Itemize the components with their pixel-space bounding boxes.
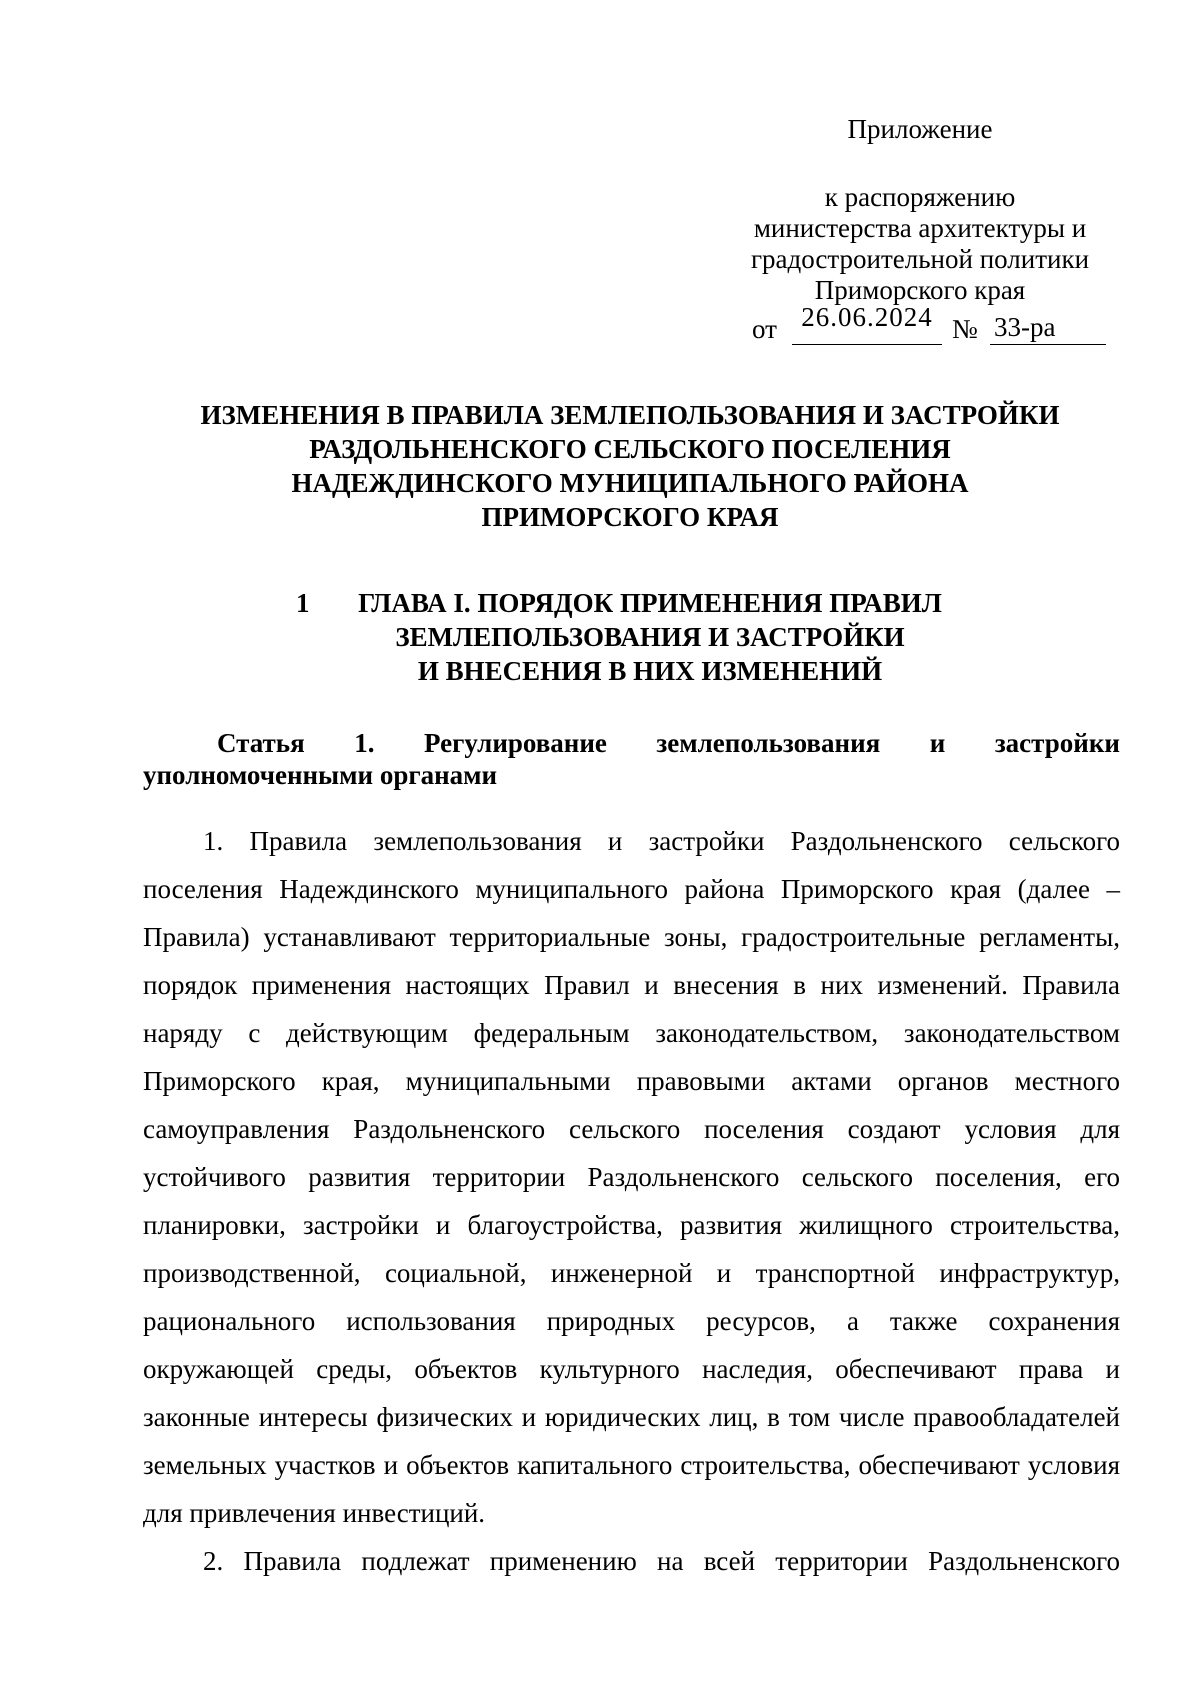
date-value: 26.06.2024 <box>801 302 933 332</box>
appendix-line: министерства архитектуры и <box>753 213 1087 243</box>
article-word: землепользования <box>656 728 881 758</box>
appendix-title: Приложение <box>847 114 993 144</box>
number-sign-label: № <box>952 314 978 344</box>
title-line: НАДЕЖДИНСКОГО МУНИЦИПАЛЬНОГО РАЙОНА <box>291 468 969 498</box>
paragraph: 1. Правила землепользования и застройки Раздольненского сельского поселения Надеждинского муниципального района Приморского края (далее – Правила) устанавливают территориальные зоны, градостроительные регламенты, порядок применения настоящих Правил и внесения в них изменений. Правила наряду с действующим федеральным законодательством, законодательством Приморского края, муниципальными правовыми актами органов местного самоуправления Раздольненского сельского поселения создают условия для устойчивого развития территории Раздольненского сельского поселения, его планировки, застройки и благоустройства, развития жилищного строительства, производственной, социальной, инженерной и транспортной инфраструктур, рационального использования природных ресурсов, а также сохранения окружающей среды, объектов культурного наследия, обеспечивают права и законные интересы физических и юридических лиц, в том числе правообладателей земельных участков и объектов капитального строительства, обеспечивают условия для привлечения инвестиций. <box>143 826 1120 1528</box>
chapter-number: 1 <box>296 588 310 618</box>
title-line: РАЗДОЛЬНЕНСКОГО СЕЛЬСКОГО ПОСЕЛЕНИЯ <box>309 434 951 464</box>
chapter-title <box>340 586 960 688</box>
article-word: 1. <box>354 728 375 758</box>
appendix-line: к распоряжению <box>824 182 1016 212</box>
article-heading-line: уполномоченными органами <box>143 760 498 790</box>
appendix-reference <box>700 182 1140 306</box>
date-number-row <box>752 302 1112 350</box>
chapter-title-line: И ВНЕСЕНИЯ В НИХ ИЗМЕНЕНИЙ <box>417 656 883 686</box>
article-word: Статья <box>217 728 305 758</box>
title-line: ПРИМОРСКОГО КРАЯ <box>481 502 779 532</box>
article-heading <box>143 727 1120 791</box>
appendix-line: Приморского края <box>814 275 1026 305</box>
appendix-line: градостроительной политики <box>750 244 1090 274</box>
article-word: и <box>929 728 946 758</box>
document-title <box>150 398 1110 534</box>
title-line: ИЗМЕНЕНИЯ В ПРАВИЛА ЗЕМЛЕПОЛЬЗОВАНИЯ И ЗАСТРОЙКИ <box>200 400 1060 430</box>
date-field <box>792 302 942 345</box>
paragraph: 2. Правила подлежат применению на всей территории Раздольненского <box>203 1546 1120 1576</box>
article-word: Регулирование <box>423 728 607 758</box>
chapter-title-line: ЗЕМЛЕПОЛЬЗОВАНИЯ И ЗАСТРОЙКИ <box>395 622 905 652</box>
article-heading-line <box>143 727 1120 759</box>
number-field <box>990 310 1106 345</box>
date-prefix-label: от <box>752 314 777 344</box>
chapter-title-line: ГЛАВА I. ПОРЯДОК ПРИМЕНЕНИЯ ПРАВИЛ <box>358 588 942 618</box>
body-text <box>143 817 1120 1585</box>
number-value: 33-ра <box>994 312 1056 342</box>
article-word: застройки <box>994 728 1120 758</box>
